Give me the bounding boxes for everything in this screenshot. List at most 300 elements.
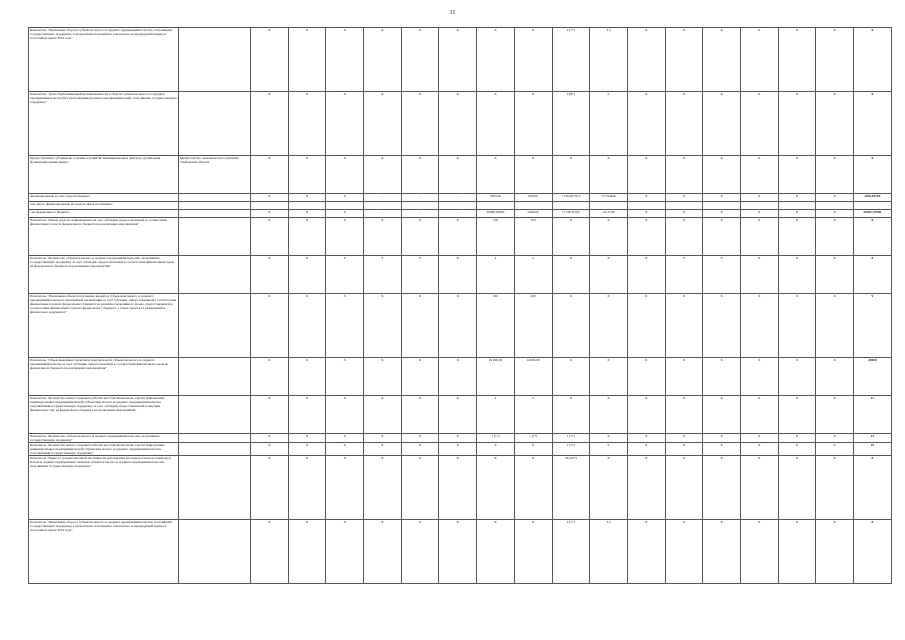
value-cell: X [326,358,364,396]
value-cell: X [665,218,703,256]
value-cell: 10000,00 [514,358,552,396]
value-cell: 100 [477,218,515,256]
value-cell: X [703,156,741,194]
value-cell: X [552,358,590,396]
value-cell: X [703,294,741,358]
row-name-cell: Показатель "Объем выданных гарантий и поручительств субъектам малого и среднего предпринимательства за счет субсидии, предоставленной в соответствии финансовым годом из федерального бюджета на реализацию мероприятия" [29,358,179,396]
value-cell: X [854,156,892,194]
value-cell: X [326,194,364,202]
value-cell: X [778,92,816,156]
value-cell: X [778,256,816,294]
value-cell: 19 [854,443,892,456]
value-cell: X [288,294,326,358]
value-cell: X [740,92,778,156]
value-cell: X [703,456,741,520]
value-cell [703,202,741,210]
value-cell: 4 [477,256,515,294]
value-cell [251,202,289,210]
value-cell [854,202,892,210]
value-cell: Y [364,256,402,294]
value-cell: 0 [590,92,628,156]
row-name-cell: Показатель "Увеличение оборота субъектов малого и среднего предпринимательства, получивших государственную поддержку, в процентном отношении к показателю за предыдущий период в постоянных ценах 2014 года" [29,28,179,92]
value-cell: X [816,456,854,520]
table-row [29,202,892,210]
value-cell: X [590,156,628,194]
value-cell: X [816,520,854,584]
executor-cell [179,92,251,156]
value-cell: 100 [514,218,552,256]
value-cell: X [665,456,703,520]
value-cell: X [816,28,854,92]
value-cell: X [627,28,665,92]
value-cell: X [401,396,439,434]
value-cell: X [740,456,778,520]
value-cell: X [740,156,778,194]
value-cell: X [778,156,816,194]
value-cell: 28 (20*) [552,456,590,520]
row-name-cell: Показатель "Количество вновь созданных рабочих мест (включая вновь зарегистрированных индивидуальных предпринимателей) субъектами малого и среднего предпринимательства, получившими государственную поддержку за счет субсидии, предоставленной в текущем финансовом году из федерального бюджета на реализацию мероприятия" [29,396,179,434]
value-cell: - [401,194,439,202]
value-cell: X [439,294,477,358]
value-cell: 4 (1*) [552,28,590,92]
executor-cell: Министерство экономического развития Тамбовской области [179,156,251,194]
value-cell: X [364,358,402,396]
value-cell: 373 04449 [590,194,628,202]
value-cell: X [740,218,778,256]
table-row [29,92,892,156]
value-cell: 200 [477,294,515,358]
table-row [29,434,892,443]
value-cell: X [251,28,289,92]
value-cell: X [740,294,778,358]
value-cell [477,202,515,210]
value-cell: 1 (2*) [552,443,590,456]
table-row [29,456,892,520]
value-cell: X [251,434,289,443]
row-name-cell: Показатель "Прирост среднесписочной численности работающих (на конец отчетного периода) в малых и средних предприятиях, включая субъектов малого и среднего предпринимательства, получивших государственную поддержку" [29,456,179,520]
value-cell: X [627,456,665,520]
value-cell: X [326,28,364,92]
value-cell: X [514,520,552,584]
value-cell [740,202,778,210]
value-cell: X [326,434,364,443]
row-name-cell: Показатель "Количество субъектов малого и среднего предпринимательства, получивших государственную поддержку" [29,434,179,443]
value-cell: - [439,194,477,202]
value-cell: X [364,28,402,92]
executor-cell [179,294,251,358]
value-cell: X [627,256,665,294]
value-cell [439,202,477,210]
value-cell: X [740,443,778,456]
value-cell: X [439,28,477,92]
value-cell: 19 900,00 [477,358,515,396]
value-cell: X [665,156,703,194]
value-cell: X [326,456,364,520]
value-cell: X [703,194,741,202]
value-cell: X [439,256,477,294]
value-cell: X [816,443,854,456]
value-cell [514,202,552,210]
value-cell: X [477,92,515,156]
value-cell: X [288,443,326,456]
value-cell: X [364,156,402,194]
value-cell: X [816,396,854,434]
value-cell: X [401,156,439,194]
value-cell: X [439,358,477,396]
value-cell: X [251,156,289,194]
value-cell: X [364,443,402,456]
value-cell: X [326,210,364,218]
value-cell: X [854,218,892,256]
table-row [29,28,892,92]
row-name-cell: Предоставление субсидии на создание и развитие инжиниринговых центров, организация функционирования центра [29,156,179,194]
row-name-cell: Показатель "Объем средств, направленных на счет субсидии, предоставленной в соответствии финансовым годом за федерального бюджета на реализацию мероприятия" [29,218,179,256]
value-cell: 11 [854,396,892,434]
value-cell: X [288,92,326,156]
value-cell: X [514,28,552,92]
value-cell: X [552,218,590,256]
value-cell: X [439,520,477,584]
table-row [29,156,892,194]
value-cell [288,202,326,210]
value-cell: X [514,92,552,156]
value-cell: X [251,194,289,202]
value-cell: X [514,443,552,456]
value-cell: X [778,194,816,202]
value-cell: X [326,156,364,194]
value-cell: X [627,210,665,218]
value-cell: 9396,00 [514,210,552,218]
value-cell: X [552,396,590,434]
executor-cell [179,218,251,256]
value-cell: 4 [477,396,515,434]
value-cell: X [665,443,703,456]
value-cell: X [703,218,741,256]
executor-cell [179,210,251,218]
table-row [29,218,892,256]
value-cell: X [778,358,816,396]
value-cell: X [514,156,552,194]
value-cell: X [740,28,778,92]
value-cell: X [590,396,628,434]
row-name-cell: Показатель "Количество вновь созданных рабочих мест (включая вновь зарегистрированных индивидуальных предпринимателей) субъектами малого и среднего предпринимательства, получившими государственную поддержку" [29,443,179,456]
executor-cell [179,194,251,202]
value-cell: 20699,06660 [477,210,515,218]
executor-cell [179,456,251,520]
value-cell: X [854,520,892,584]
value-cell: X [288,194,326,202]
value-cell [326,202,364,210]
executor-cell [179,443,251,456]
value-cell: X [326,92,364,156]
value-cell: 2936,03765 [854,194,892,202]
value-cell: X [401,434,439,443]
row-name-cell: Показатель "Количество субъектов малого и среднего предпринимательства, получивших государственную поддержку за счет субсидии, предоставленной в соответствии финансовым годом из федерального бюджета на реализацию мероприятия" [29,256,179,294]
table-row [29,443,892,456]
value-cell: X [401,92,439,156]
value-cell: 2 [514,256,552,294]
row-name-cell: Показатель "Увеличение объема полученных кредитов субъектами малого и среднего предпринимательства в гарантийной организации за счет субсидии, предоставленной в соответствии финансовым годом из федерального бюджета на развитие гарантийного фонда, предоставляемой в соответствии финансовым годом из федерального бюджета, а также средств от размещений в финансовых документах" [29,294,179,358]
value-cell: - [364,194,402,202]
value-cell: X [439,92,477,156]
row-name-cell: финансирование за счет средств бюджета [29,194,179,202]
row-name-cell: том числе, финансирование из средств иных источников: [29,202,179,210]
value-cell: X [326,218,364,256]
value-cell: X [590,256,628,294]
value-cell: X [703,520,741,584]
value-cell: X [552,294,590,358]
value-cell: X [401,294,439,358]
value-cell: X [627,194,665,202]
value-cell: X [854,28,892,92]
value-cell: X [364,294,402,358]
value-cell: X [364,520,402,584]
row-name-cell: Показатель "Увеличение оборота субъектов малого и среднего предпринимательства, получивших государственную поддержку, в процентном отношении к показателю за предыдущий период в постоянных ценах 2014 года" [29,520,179,584]
executor-cell [179,520,251,584]
value-cell: X [740,396,778,434]
value-cell: X [665,358,703,396]
value-cell: 0 [590,443,628,456]
value-cell: X [326,294,364,358]
value-cell [552,202,590,210]
table-row [29,358,892,396]
value-cell: X [778,443,816,456]
value-cell: X [514,456,552,520]
value-cell: X [401,28,439,92]
value-cell: X [778,294,816,358]
value-cell: - [401,210,439,218]
value-cell: X [627,92,665,156]
value-cell: X [816,358,854,396]
value-cell: 3,5 [590,28,628,92]
value-cell: X [477,443,515,456]
value-cell: X [439,218,477,256]
table-row [29,194,892,202]
value-cell: X [778,28,816,92]
value-cell: X [288,210,326,218]
value-cell: X [778,456,816,520]
value-cell: X [364,218,402,256]
value-cell: 1 (3*) [552,434,590,443]
value-cell: X [665,28,703,92]
value-cell: X [251,92,289,156]
value-cell: 20000 [854,358,892,396]
value-cell [778,202,816,210]
value-cell: X [590,456,628,520]
value-cell: X [251,256,289,294]
value-cell: 12 [854,434,892,443]
value-cell: X [740,256,778,294]
value-cell: Y [326,256,364,294]
value-cell: X [665,520,703,584]
value-cell: X [288,396,326,434]
value-cell: 59367,32985 [854,210,892,218]
value-cell [590,202,628,210]
value-cell: X [401,218,439,256]
value-cell: X [401,456,439,520]
value-cell: X [552,256,590,294]
value-cell: X [590,218,628,256]
value-cell: X [326,520,364,584]
value-cell: Y [703,256,741,294]
value-cell: X [364,434,402,443]
value-cell: X [703,358,741,396]
executor-cell [179,28,251,92]
executor-cell [179,396,251,434]
value-cell: X [251,456,289,520]
value-cell [627,202,665,210]
value-cell: 800,00 [514,194,552,202]
value-cell: X [326,396,364,434]
value-cell: X [251,210,289,218]
value-cell: X [288,434,326,443]
value-cell: X [477,156,515,194]
value-cell: X [703,210,741,218]
value-cell: X [288,456,326,520]
value-cell: X [439,456,477,520]
value-cell: X [251,443,289,456]
value-cell: 4 (1*) [552,520,590,584]
value-cell: X [816,92,854,156]
value-cell: X [251,396,289,434]
value-cell: X [326,443,364,456]
value-cell: X [439,443,477,456]
value-cell: X [740,434,778,443]
value-cell: X [439,396,477,434]
value-cell: 1 336,26770,5 [552,194,590,202]
value-cell: X [288,256,326,294]
value-cell: X [816,156,854,194]
executor-cell [179,358,251,396]
value-cell: X [816,218,854,256]
executor-cell [179,256,251,294]
page-number: 31 [449,10,456,16]
value-cell [816,202,854,210]
value-cell: X [590,434,628,443]
value-cell [665,202,703,210]
value-cell: - [439,210,477,218]
value-cell: 12117,00 [590,210,628,218]
value-cell: X [740,210,778,218]
value-cell: X [364,456,402,520]
value-cell: 9 (8*) [552,92,590,156]
table-row [29,396,892,434]
value-cell: X [401,443,439,456]
value-cell [401,202,439,210]
table-row [29,210,892,218]
value-cell: X [703,443,741,456]
value-cell: X [251,294,289,358]
value-cell: X [590,358,628,396]
value-cell: Y [401,256,439,294]
value-cell: X [854,456,892,520]
value-cell: 3,5 [590,520,628,584]
value-cell: 200 [514,294,552,358]
value-cell: X [665,294,703,358]
value-cell: X [778,434,816,443]
value-cell: X [477,456,515,520]
value-cell: X [816,194,854,202]
value-cell: X [627,358,665,396]
table-row [29,520,892,584]
value-cell: 1 (1*) [477,434,515,443]
value-cell: 6 [854,256,892,294]
value-cell: X [665,210,703,218]
value-cell: 17749,31563 [552,210,590,218]
value-cell: X [703,92,741,156]
value-cell: X [778,520,816,584]
value-cell: X [401,520,439,584]
value-cell: Y [665,256,703,294]
value-cell: Y [854,294,892,358]
value-cell: X [816,256,854,294]
value-cell: X [627,520,665,584]
value-cell: X [703,434,741,443]
row-name-cell: Показатель "Доля обрабатывающей промышленности в обороте субъектов малого и среднего предпринимательства (без учета индивидуальных предпринимателей), получивших государственную поддержку" [29,92,179,156]
value-cell: X [740,194,778,202]
value-cell: X [251,358,289,396]
value-cell: X [627,218,665,256]
value-cell: X [854,92,892,156]
value-cell: X [288,28,326,92]
value-cell: X [703,28,741,92]
row-name-cell: - из федерального бюджета [29,210,179,218]
table-row [29,294,892,358]
value-cell: - [364,210,402,218]
value-cell: 1003,00 [477,194,515,202]
program-table [28,27,892,584]
value-cell: X [590,294,628,358]
value-cell: X [251,520,289,584]
value-cell: X [477,520,515,584]
value-cell: X [740,358,778,396]
value-cell: X [439,434,477,443]
value-cell [364,202,402,210]
value-cell: X [627,396,665,434]
value-cell: X [288,218,326,256]
table-row [29,256,892,294]
value-cell: 4 [514,396,552,434]
value-cell: X [665,92,703,156]
value-cell: X [778,210,816,218]
value-cell: X [740,520,778,584]
value-cell: X [665,396,703,434]
value-cell: X [364,396,402,434]
value-cell: X [778,396,816,434]
value-cell: X [552,156,590,194]
value-cell: X [665,194,703,202]
value-cell: X [627,434,665,443]
value-cell: X [627,443,665,456]
value-cell: X [703,396,741,434]
value-cell: X [401,358,439,396]
value-cell: X [288,156,326,194]
value-cell: X [364,92,402,156]
executor-cell [179,202,251,210]
value-cell: X [251,218,289,256]
value-cell: X [816,294,854,358]
value-cell: X [816,210,854,218]
value-cell: 1 (2*) [514,434,552,443]
value-cell: X [627,294,665,358]
value-cell: X [816,434,854,443]
value-cell: X [288,358,326,396]
value-cell: X [778,218,816,256]
value-cell: X [477,28,515,92]
executor-cell [179,434,251,443]
value-cell: X [665,434,703,443]
value-cell: X [627,156,665,194]
